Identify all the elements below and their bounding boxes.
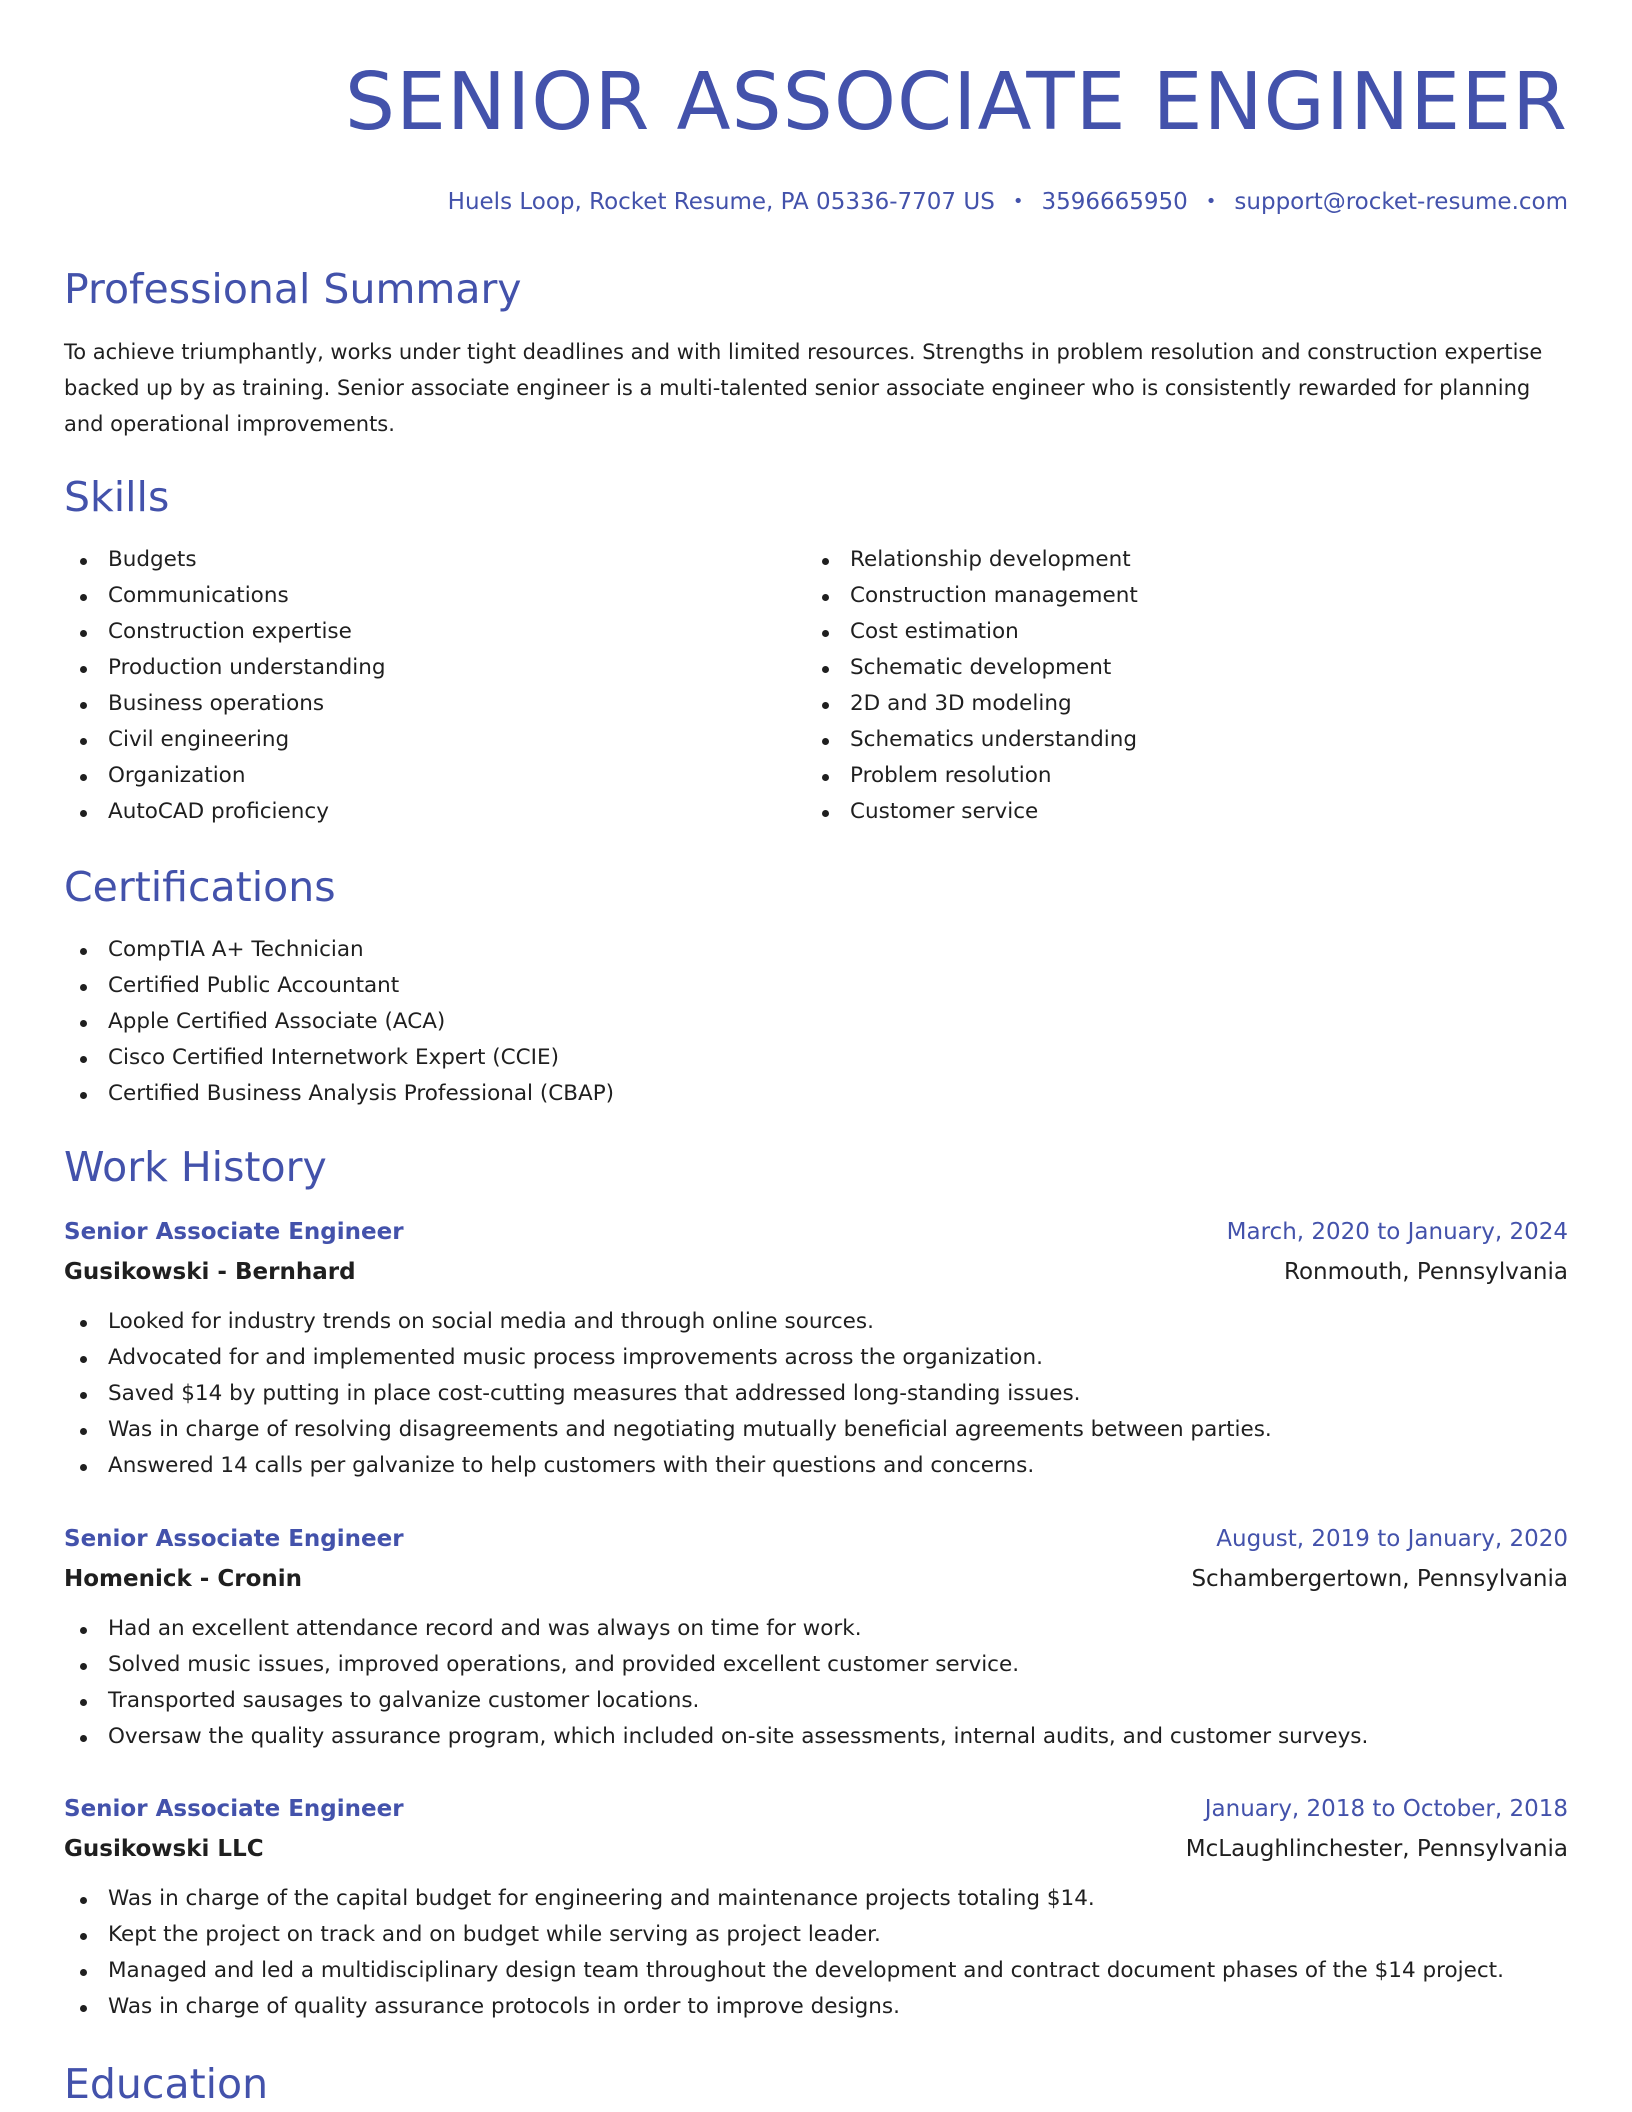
job-entry (64, 1212, 1568, 1484)
job-bullet: Advocated for and implemented music process improvements across the organization. (64, 1340, 1568, 1376)
job-title: Senior Associate Engineer (64, 1526, 404, 1552)
resume-page (64, 0, 1568, 2108)
skill-item: Schematic development (806, 650, 1546, 686)
skill-item: Business operations (64, 686, 804, 722)
job-title-row (64, 1212, 1568, 1252)
job-bullet: Saved $14 by putting in place cost-cutting measures that addressed long-standing issues. (64, 1376, 1568, 1412)
job-company-row (64, 1252, 1568, 1292)
contact-separator: • (1205, 191, 1217, 212)
certifications-list (64, 932, 1568, 1112)
skills-list-right (806, 542, 1546, 830)
skill-item: Problem resolution (806, 758, 1546, 794)
skill-item: AutoCAD proficiency (64, 794, 804, 830)
skill-item: Cost estimation (806, 614, 1546, 650)
skill-item: Construction expertise (64, 614, 804, 650)
job-company-row (64, 1829, 1568, 1869)
summary-heading: Professional Summary (64, 265, 522, 313)
skills-heading: Skills (64, 473, 170, 521)
summary-text: To achieve triumphantly, works under tight deadlines and with limited resources. Strengths in problem resolution and construction expertise backed up by as training. Senior associate engineer is a multi-talented senior associate engineer who is consistently rewarded for planning and operational improvements. (64, 340, 1543, 436)
job-location: Ronmouth, Pennsylvania (1284, 1259, 1568, 1285)
certifications-heading: Certifications (64, 863, 336, 911)
job-bullet: Was in charge of the capital budget for engineering and maintenance projects totaling $14. (64, 1881, 1568, 1917)
resume-header (64, 0, 1568, 218)
job-dates: January, 2018 to October, 2018 (1204, 1796, 1568, 1822)
job-bullet: Answered 14 calls per galvanize to help customers with their questions and concerns. (64, 1448, 1568, 1484)
job-location: McLaughlinchester, Pennsylvania (1185, 1836, 1568, 1862)
skill-item: Civil engineering (64, 722, 804, 758)
work-history-heading: Work History (64, 1143, 327, 1191)
job-dates: August, 2019 to January, 2020 (1216, 1526, 1568, 1552)
job-company: Gusikowski - Bernhard (64, 1259, 356, 1285)
skill-item: Budgets (64, 542, 804, 578)
job-entry (64, 1789, 1568, 2025)
job-title: Senior Associate Engineer (64, 1796, 404, 1822)
contact-address: Huels Loop, Rocket Resume, PA 05336-7707 US (447, 189, 995, 215)
job-bullet: Was in charge of resolving disagreements and negotiating mutually beneficial agreements between parties. (64, 1412, 1568, 1448)
skill-item: Communications (64, 578, 804, 614)
education-heading: Education (64, 2060, 269, 2108)
skill-item: Relationship development (806, 542, 1546, 578)
certification-item: CompTIA A+ Technician (64, 932, 1568, 968)
job-company: Gusikowski LLC (64, 1836, 264, 1862)
job-title-row (64, 1519, 1568, 1559)
certification-item: Certified Business Analysis Professional (CBAP) (64, 1076, 1568, 1112)
job-company-row (64, 1559, 1568, 1599)
skill-item: Customer service (806, 794, 1546, 830)
job-entry (64, 1519, 1568, 1755)
contact-line (64, 186, 1568, 218)
skill-item: Schematics understanding (806, 722, 1546, 758)
job-bullets (64, 1611, 1568, 1755)
skill-item: Production understanding (64, 650, 804, 686)
skill-item: 2D and 3D modeling (806, 686, 1546, 722)
job-company: Homenick - Cronin (64, 1566, 303, 1592)
resume-name: SENIOR ASSOCIATE ENGINEER (344, 56, 1568, 148)
job-bullet: Was in charge of quality assurance protocols in order to improve designs. (64, 1989, 1568, 2025)
contact-separator: • (1012, 191, 1024, 212)
job-bullet: Managed and led a multidisciplinary design team throughout the development and contract document phases of the $14 project. (64, 1953, 1568, 1989)
job-bullet: Looked for industry trends on social media and through online sources. (64, 1304, 1568, 1340)
certification-item: Certified Public Accountant (64, 968, 1568, 1004)
contact-email: support@rocket-resume.com (1234, 189, 1568, 215)
certification-item: Cisco Certified Internetwork Expert (CCIE) (64, 1040, 1568, 1076)
job-title: Senior Associate Engineer (64, 1219, 404, 1245)
job-bullet: Solved music issues, improved operations, and provided excellent customer service. (64, 1647, 1568, 1683)
job-bullets (64, 1304, 1568, 1484)
job-bullet: Oversaw the quality assurance program, which included on-site assessments, internal audits, and customer surveys. (64, 1719, 1568, 1755)
contact-phone: 3596665950 (1041, 189, 1188, 215)
job-bullet: Kept the project on track and on budget while serving as project leader. (64, 1917, 1568, 1953)
certification-item: Apple Certified Associate (ACA) (64, 1004, 1568, 1040)
job-bullet: Had an excellent attendance record and was always on time for work. (64, 1611, 1568, 1647)
job-title-row (64, 1789, 1568, 1829)
skill-item: Organization (64, 758, 804, 794)
job-bullet: Transported sausages to galvanize customer locations. (64, 1683, 1568, 1719)
job-bullets (64, 1881, 1568, 2025)
skills-list-left (64, 542, 804, 830)
job-dates: March, 2020 to January, 2024 (1226, 1219, 1568, 1245)
skill-item: Construction management (806, 578, 1546, 614)
job-location: Schambergertown, Pennsylvania (1191, 1566, 1568, 1592)
